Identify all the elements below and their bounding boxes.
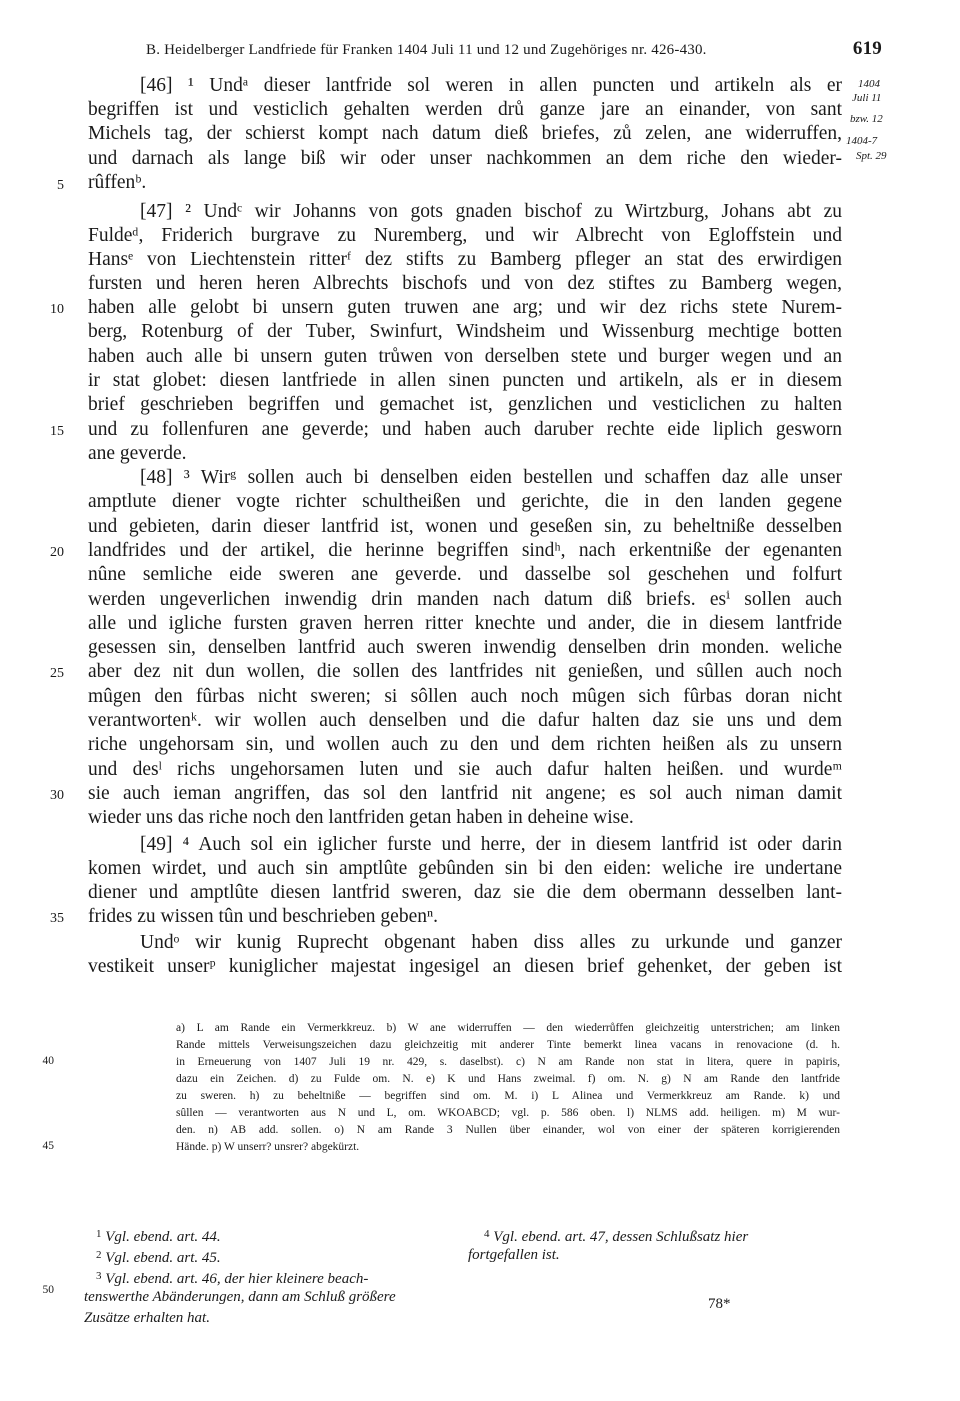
line-number: 10 [50, 302, 64, 317]
apparatus-line: a) L am Rande ein Vermerkkreuz. b) W ane widerruffen — den wiederrůffen gleichzeitig unterstrichen; am linken [176, 1022, 840, 1034]
body-line: haben auch alle bi unsern guten trůwen von derselben stete und burger wegen und an [88, 346, 842, 367]
source-note-number: 1 [96, 1228, 102, 1240]
body-line: Fuldeᵈ, Friderich burgrave zu Nuremberg, und wir Albrecht von Egloffstein und [88, 225, 842, 246]
source-note-text: Vgl. ebend. art. 45. [105, 1250, 221, 1266]
body-line: amptlute diener vogte richter schultheißen und gerichte, die in den landen gegene [88, 491, 842, 512]
body-line: alle und igliche fursten graven herren ritter knechte und ander, die in diesem lantfride [88, 613, 842, 634]
body-line: werden ungeverlichen inwendig drin manden nach datum diß briefs. esⁱ sollen auch [88, 589, 842, 610]
body-line: landfrides und der artikel, die herinne begriffen sindʰ, nach erkentniße der egenanten [88, 540, 842, 561]
body-line: gesessen sin, denselben lantfrid auch sweren inwendig denselben drin monden. weliche [88, 637, 842, 658]
line-number: 25 [50, 666, 64, 681]
body-line: vestikeit unserᵖ kuniglicher majestat ingesigel an diesen brief gehenket, der geben ist [88, 956, 842, 977]
source-note [468, 1245, 560, 1266]
apparatus-line: Hände. p) W unserr? unsrer? abgekürzt. [176, 1141, 360, 1153]
body-line: wieder uns das riche noch den lantfriden getan haben in deheine wise. [88, 807, 634, 828]
body-line: berg, Rotenburg of der Tuber, Swinfurt, Windsheim und Wissenburg mechtige botten [88, 321, 842, 342]
bottom-line-number: 50 [42, 1284, 54, 1296]
body-line: aber dez nit dun wollen, die sollen des lantfrides nit genießen, und sûllen auch noch [88, 661, 842, 682]
line-number: 5 [57, 178, 64, 193]
line-number: 35 [50, 911, 64, 926]
body-line: komen wirdet, und auch sin amptlûte gebûnden sin bi den eiden: weliche ire undertane [88, 858, 842, 879]
line-number: 20 [50, 545, 64, 560]
margin-date-range: 1404-7 [846, 135, 878, 147]
line-number: 15 [50, 424, 64, 439]
apparatus-line: sûllen — verantworten aus N und L, om. WKOABCD; vgl. p. 586 oben. l) NLMS add. heiligen. m) M wur- [176, 1107, 840, 1119]
source-note-text: Vgl. ebend. art. 44. [105, 1229, 221, 1245]
body-line: [47] ² Undᶜ wir Johanns von gots gnaden bischof zu Wirtzburg, Johans abt zu [140, 201, 842, 222]
source-note-text: Zusätze erhalten hat. [84, 1310, 210, 1326]
source-note-text: Vgl. ebend. art. 47, dessen Schlußsatz hier [493, 1229, 749, 1245]
body-line: fursten und heren heren Albrechts bischofs und von dez stiftes zu Bamberg wegen, [88, 273, 842, 294]
running-header [146, 38, 882, 59]
margin-date-year: 1404 [858, 78, 880, 90]
apparatus-line: dazu ein Zeichen. d) zu Fulde om. N. e) K und Hans zweimal. f) om. N. g) N am Rande den lantfride [176, 1073, 840, 1085]
body-line: rûffenᵇ. [88, 172, 147, 193]
body-line: Hansᵉ von Liechtenstein ritterᶠ dez stifts zu Bamberg pfleger an stat des erwirdigen [88, 249, 842, 270]
source-note-number: 3 [96, 1270, 102, 1282]
apparatus-line: in Erneuerung von 1407 Juli 19 nr. 429, s. daselbst). c) N am Rande non stat in litera, quere in papiris, [176, 1056, 840, 1068]
body-line: ir stat globet: diesen lantfriede in allen sinen puncten und artikeln, als er in diesem [88, 370, 842, 391]
body-line: verantwortenᵏ. wir wollen auch denselben und die dafur halten daz sie uns und dem [88, 710, 842, 731]
source-note-text: Vgl. ebend. art. 46, der hier kleinere beach- [105, 1271, 369, 1287]
source-note-text: tenswerthe Abänderungen, dann am Schluß größere [84, 1289, 396, 1305]
body-line: und gebieten, darin dieser lantfrid ist, wonen und geseßen sin, zu beheltniße desselben [88, 516, 842, 537]
source-note [84, 1308, 210, 1329]
apparatus-line: Rande mittels Verweisungszeichen dazu gleichzeitig mit anderer Tinte bemerkt linea vacans in renovacione (d. h. [176, 1039, 840, 1051]
body-line: mûgen den fûrbas nicht sweren; si sôllen auch noch mûgen sich fûrbas doran nicht [88, 686, 842, 707]
source-note-number: 4 [484, 1228, 490, 1240]
apparatus-line: zu sweren. h) zu beheltniße — begriffen sind om. M. i) L Alinea und Vermerkkreuz am Rande. k) und [176, 1090, 840, 1102]
body-line: [49] ⁴ Auch sol ein iglicher furste und herre, der in diesem lantfrid ist oder darin [140, 834, 842, 855]
body-line: haben alle gelobt bi unsern guten truwen ane arg; und wir dez richs stete Nurem- [88, 297, 842, 318]
line-number: 30 [50, 788, 64, 803]
body-line: riche ungehorsam sin, und wollen auch zu den und dem richten heißen als zu unsern [88, 734, 842, 755]
body-line: Undᵒ wir kunig Ruprecht obgenant haben diss alles zu urkunde und ganzer [140, 932, 842, 953]
body-line: begriffen ist und vesticlich gehalten werden drů ganze jare an einander, von sant [88, 99, 842, 120]
body-line: brief geschrieben begriffen und gemachet ist, genzlichen und vesticlichen zu halten [88, 394, 842, 415]
margin-date-day: Juli 11 [852, 92, 882, 104]
body-line: und darnach als lange biß wir oder unser nachkommen an dem riche den wieder- [88, 148, 842, 169]
apparatus-line-number: 40 [42, 1055, 54, 1067]
body-line: Michels tag, der schierst kompt nach datum dieß briefes, zů zelen, ane widerruffen, [88, 123, 842, 144]
margin-date-end: Spt. 29 [856, 150, 887, 162]
margin-date-alt: bzw. 12 [850, 113, 883, 125]
body-line: sie auch ieman angriffen, das sol den lantfrid nit angene; es sol auch niman damit [88, 783, 842, 804]
body-line: nûne semliche eide sweren ane geverde. und dasselbe sol geschehen und folfurt [88, 564, 842, 585]
source-note-text: fortgefallen ist. [468, 1247, 560, 1263]
apparatus-line: den. n) AB add. sollen. o) N am Rande 3 Nullen über einander, wol von einer der späteren korrigierenden [176, 1124, 840, 1136]
body-line: und desˡ richs ungehorsamen luten und sie auch dafur halten heißen. und wurdeᵐ [88, 759, 842, 780]
apparatus-line-number: 45 [42, 1140, 54, 1152]
source-note [84, 1287, 396, 1308]
source-note-number: 2 [96, 1249, 102, 1261]
page-number: 619 [852, 38, 882, 59]
signature-mark: 78* [708, 1296, 731, 1312]
running-title: B. Heidelberger Landfriede für Franken 1404 Juli 11 und 12 und Zugehöriges nr. 426-430. [146, 42, 707, 58]
body-line: ane geverde. [88, 443, 187, 464]
body-line: diener und amptlûte diesen lantfrid sweren, daz sie die dem obermann desselben lant- [88, 882, 842, 903]
body-line: frides zu wissen tûn und beschrieben gebenⁿ. [88, 906, 439, 927]
body-line: [46] ¹ Undᵃ dieser lantfride sol weren in allen puncten und artikeln als er [140, 75, 842, 96]
body-line: und zu follenfuren ane geverde; und haben auch daruber rechte eide liplich gesworn [88, 419, 842, 440]
body-line: [48] ³ Wirᵍ sollen auch bi denselben eiden bestellen und schaffen daz alle unser [140, 467, 842, 488]
